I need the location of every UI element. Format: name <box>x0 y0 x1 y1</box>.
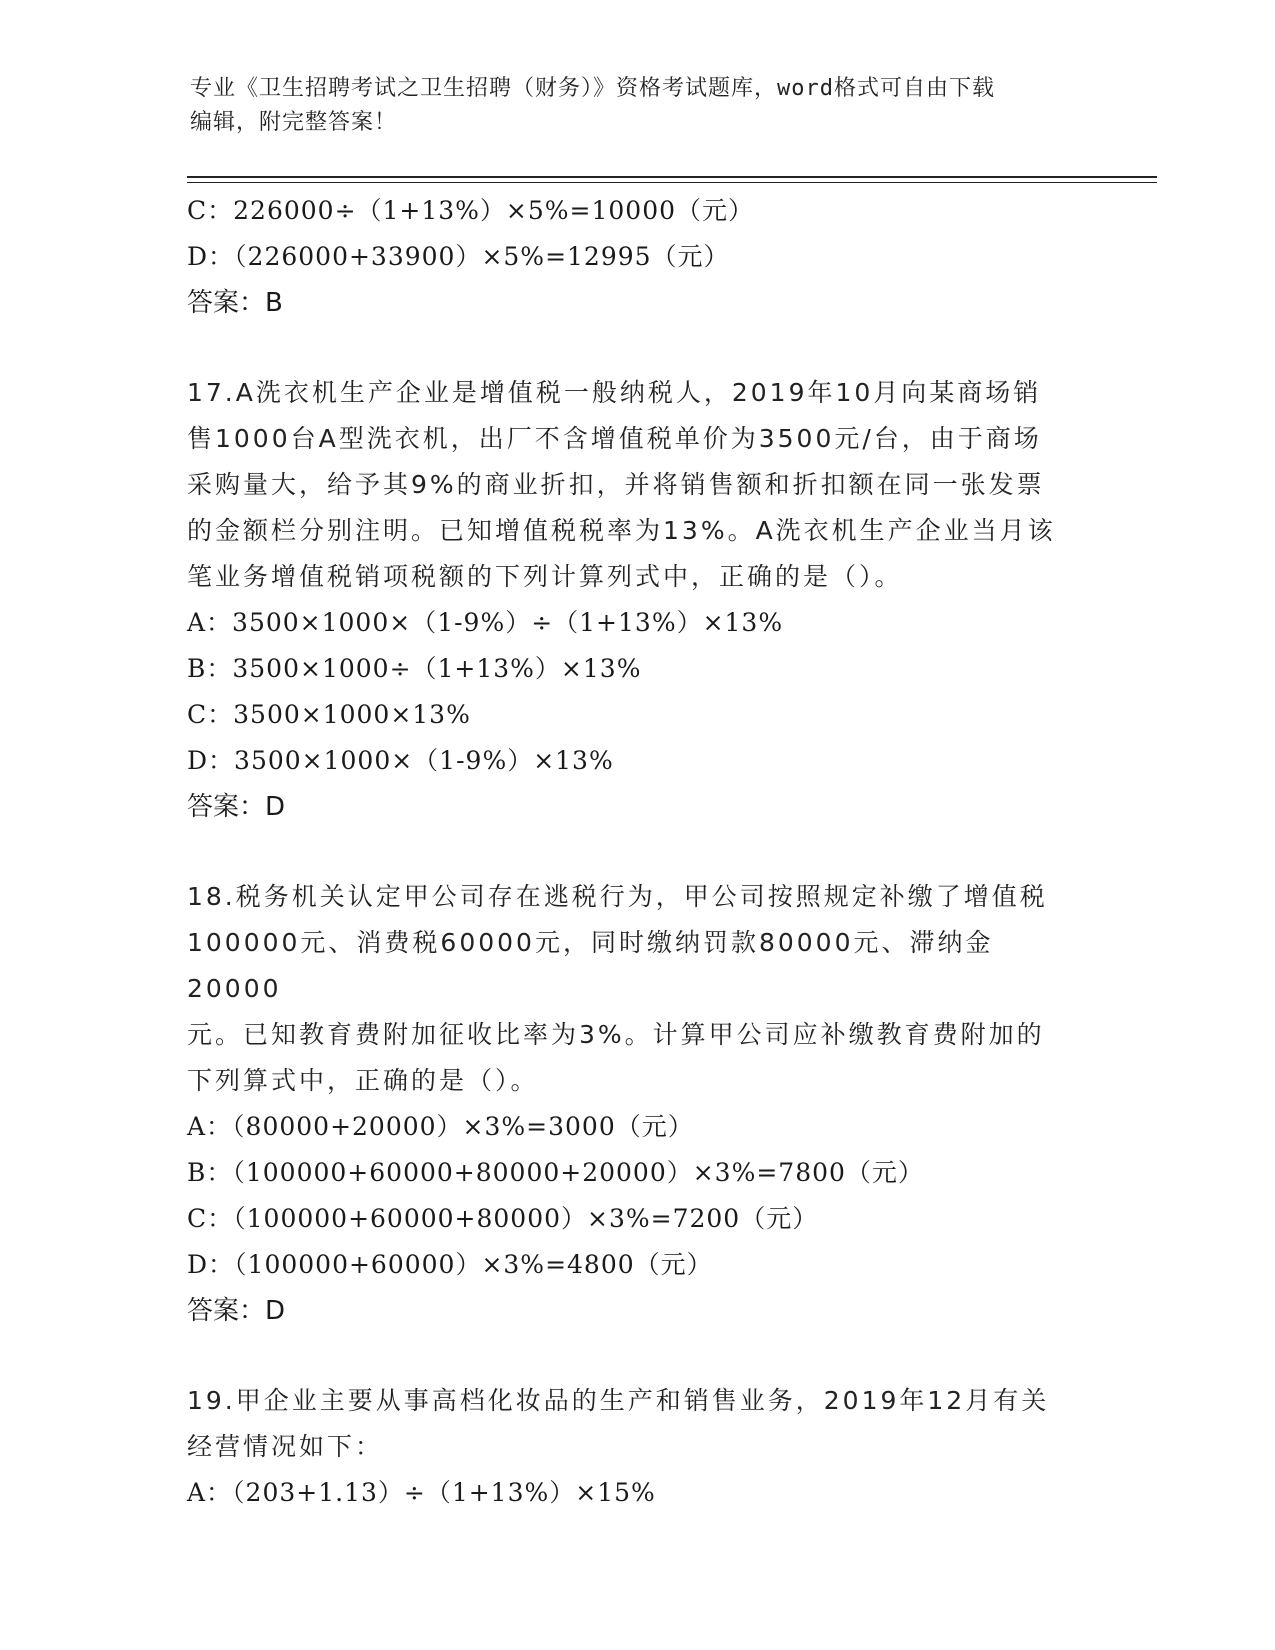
option-b: B：（100000+60000+80000+20000）×3%=7800（元） <box>187 1158 924 1187</box>
question-text-line: 元。已知教育费附加征收比率为3%。计算甲公司应补缴教育费附加的 <box>187 1020 1045 1049</box>
question-17 <box>187 370 1087 830</box>
header-line-1: 专业《卫生招聘考试之卫生招聘（财务）》资格考试题库，word格式可自由下载 <box>190 76 995 101</box>
question-text-line: 100000元、消费税60000元，同时缴纳罚款80000元、滞纳金20000 <box>187 928 994 1003</box>
question-text-line: 采购量大，给予其9%的商业折扣，并将销售额和折扣额在同一张发票 <box>187 470 1045 499</box>
header-divider-thin <box>187 182 1157 183</box>
question-text-line: 笔业务增值税销项税额的下列计算列式中，正确的是（）。 <box>187 562 903 591</box>
question-18 <box>187 874 1087 1334</box>
answer-line: 答案：B <box>187 288 283 318</box>
option-a: A：（80000+20000）×3%=3000（元） <box>187 1112 694 1141</box>
answer-line: 答案：D <box>187 792 286 822</box>
answer-line: 答案：D <box>187 1296 286 1326</box>
question-text-line: 18.税务机关认定甲公司存在逃税行为，甲公司按照规定补缴了增值税 <box>187 882 1048 911</box>
document-header <box>190 72 1090 140</box>
header-line-2: 编辑，附完整答案！ <box>190 110 398 135</box>
question-text-line: 19.甲企业主要从事高档化妆品的生产和销售业务，2019年12月有关 <box>187 1386 1050 1415</box>
option-d: D：3500×1000×（1-9%）×13% <box>187 746 614 775</box>
option-c: C：226000÷（1+13%）×5%=10000（元） <box>187 196 755 225</box>
question-text-line: 下列算式中，正确的是（）。 <box>187 1066 539 1095</box>
question-19 <box>187 1378 1087 1516</box>
option-c: C：（100000+60000+80000）×3%=7200（元） <box>187 1204 819 1233</box>
option-a: A：3500×1000×（1-9%）÷（1+13%）×13% <box>187 608 784 637</box>
option-d: D：（226000+33900）×5%=12995（元） <box>187 242 730 271</box>
option-d: D：（100000+60000）×3%=4800（元） <box>187 1250 713 1279</box>
option-b: B：3500×1000÷（1+13%）×13% <box>187 654 642 683</box>
question-text-line: 售1000台A型洗衣机，出厂不含增值税单价为3500元/台，由于商场 <box>187 424 1042 453</box>
option-a: A：（203+1.13）÷（1+13%）×15% <box>187 1478 656 1507</box>
question-text-line: 17.A洗衣机生产企业是增值税一般纳税人，2019年10月向某商场销 <box>187 378 1042 407</box>
option-c: C：3500×1000×13% <box>187 700 471 729</box>
question-content <box>187 188 1087 1516</box>
question-text-line: 的金额栏分别注明。已知增值税税率为13%。A洗衣机生产企业当月该 <box>187 516 1056 545</box>
question-text-line: 经营情况如下： <box>187 1432 384 1461</box>
header-divider-thick <box>187 176 1157 178</box>
